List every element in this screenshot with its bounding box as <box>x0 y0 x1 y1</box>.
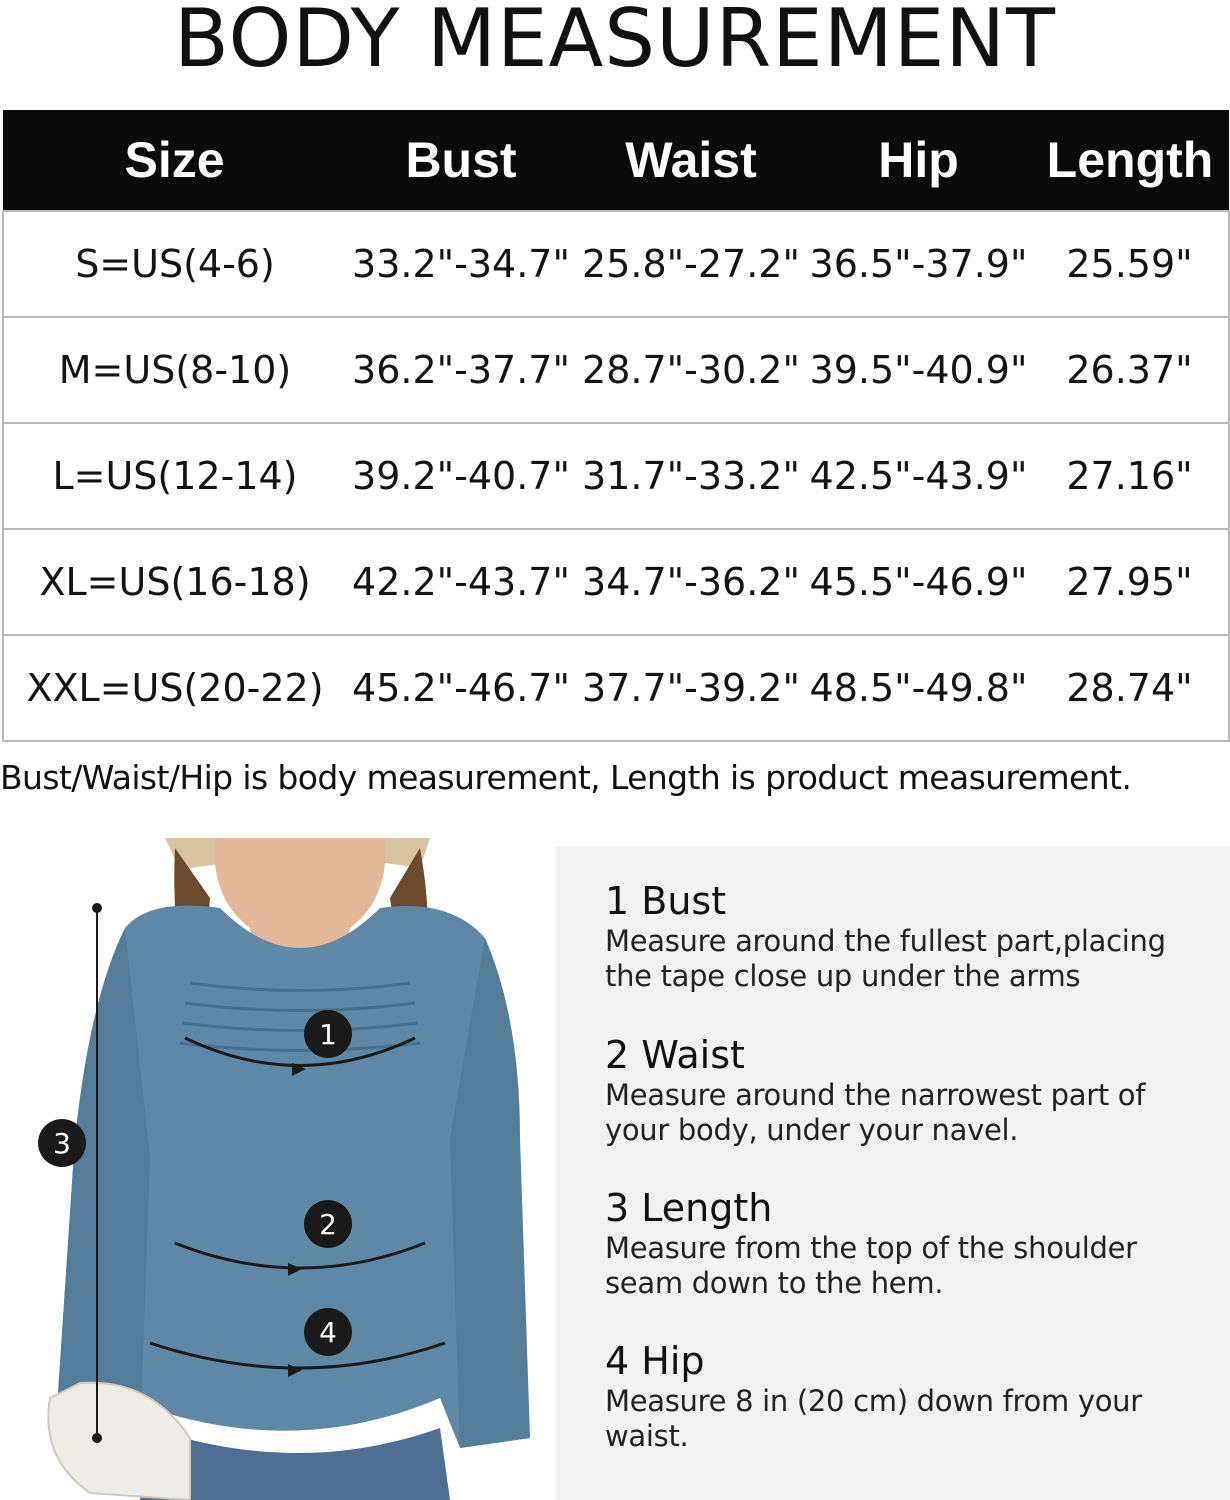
guide-item-length <box>605 1185 1225 1301</box>
model-photo <box>0 838 555 1500</box>
guide-title-length: 3 Length <box>605 1186 773 1230</box>
cell-size: XL=US(16-18) <box>3 529 346 635</box>
header-size: Size <box>3 110 346 211</box>
cell-waist: 28.7"-30.2" <box>576 317 806 423</box>
guide-title-hip: 4 Hip <box>605 1339 705 1383</box>
guide-desc-line: Measure from the top of the shoulder <box>605 1231 1137 1265</box>
table-row <box>3 211 1229 317</box>
guide-desc-line: seam down to the hem. <box>605 1266 944 1300</box>
guide-item-bust <box>605 878 1225 994</box>
cell-size: L=US(12-14) <box>3 423 346 529</box>
guide-desc-line: Measure around the narrowest part of <box>605 1078 1146 1112</box>
guide-desc-line: your body, under your navel. <box>605 1113 1019 1147</box>
header-bust: Bust <box>346 110 576 211</box>
guide-item-waist <box>605 1032 1225 1148</box>
guide-title-waist: 2 Waist <box>605 1033 745 1077</box>
table-row <box>3 423 1229 529</box>
guide-desc-line: Measure 8 in (20 cm) down from your <box>605 1384 1142 1418</box>
header-hip: Hip <box>806 110 1031 211</box>
cell-bust: 39.2"-40.7" <box>346 423 576 529</box>
marker-1-label: 1 <box>319 1018 337 1051</box>
marker-4-label: 4 <box>319 1316 337 1349</box>
cell-hip: 48.5"-49.8" <box>806 635 1031 741</box>
cell-length: 25.59" <box>1031 211 1229 317</box>
guide-title-bust: 1 Bust <box>605 879 727 923</box>
marker-3-label: 3 <box>53 1127 71 1160</box>
guide-item-hip <box>605 1338 1225 1454</box>
marker-2-label: 2 <box>319 1208 337 1241</box>
cell-hip: 36.5"-37.9" <box>806 211 1031 317</box>
table-row <box>3 529 1229 635</box>
cell-bust: 33.2"-34.7" <box>346 211 576 317</box>
table-header-row <box>3 110 1229 211</box>
cell-waist: 34.7"-36.2" <box>576 529 806 635</box>
length-bottom-dot <box>92 1433 102 1443</box>
cell-size: S=US(4-6) <box>3 211 346 317</box>
guide-desc-line: waist. <box>605 1419 689 1453</box>
table-row <box>3 317 1229 423</box>
header-waist: Waist <box>576 110 806 211</box>
header-length: Length <box>1031 110 1229 211</box>
measurement-guide <box>555 846 1230 1500</box>
cell-length: 28.74" <box>1031 635 1229 741</box>
cell-waist: 25.8"-27.2" <box>576 211 806 317</box>
table-row <box>3 635 1229 741</box>
cell-length: 27.95" <box>1031 529 1229 635</box>
marker-4 <box>304 1308 352 1356</box>
cell-hip: 39.5"-40.9" <box>806 317 1031 423</box>
cell-hip: 42.5"-43.9" <box>806 423 1031 529</box>
page-title: BODY MEASUREMENT <box>173 0 1056 85</box>
cell-hip: 45.5"-46.9" <box>806 529 1031 635</box>
length-top-dot <box>92 903 102 913</box>
cell-bust: 42.2"-43.7" <box>346 529 576 635</box>
cell-bust: 36.2"-37.7" <box>346 317 576 423</box>
size-chart-table <box>2 110 1230 742</box>
shirt-illustration <box>0 838 555 1500</box>
cell-bust: 45.2"-46.7" <box>346 635 576 741</box>
cell-length: 27.16" <box>1031 423 1229 529</box>
cell-waist: 31.7"-33.2" <box>576 423 806 529</box>
cell-waist: 37.7"-39.2" <box>576 635 806 741</box>
measurement-note: Bust/Waist/Hip is body measurement, Length is product measurement. <box>0 758 1132 797</box>
guide-desc-line: Measure around the fullest part,placing <box>605 924 1166 958</box>
marker-1 <box>304 1010 352 1058</box>
guide-desc-line: the tape close up under the arms <box>605 959 1081 993</box>
marker-3 <box>38 1119 86 1167</box>
cell-size: XXL=US(20-22) <box>3 635 346 741</box>
cell-length: 26.37" <box>1031 317 1229 423</box>
cell-size: M=US(8-10) <box>3 317 346 423</box>
marker-2 <box>304 1200 352 1248</box>
